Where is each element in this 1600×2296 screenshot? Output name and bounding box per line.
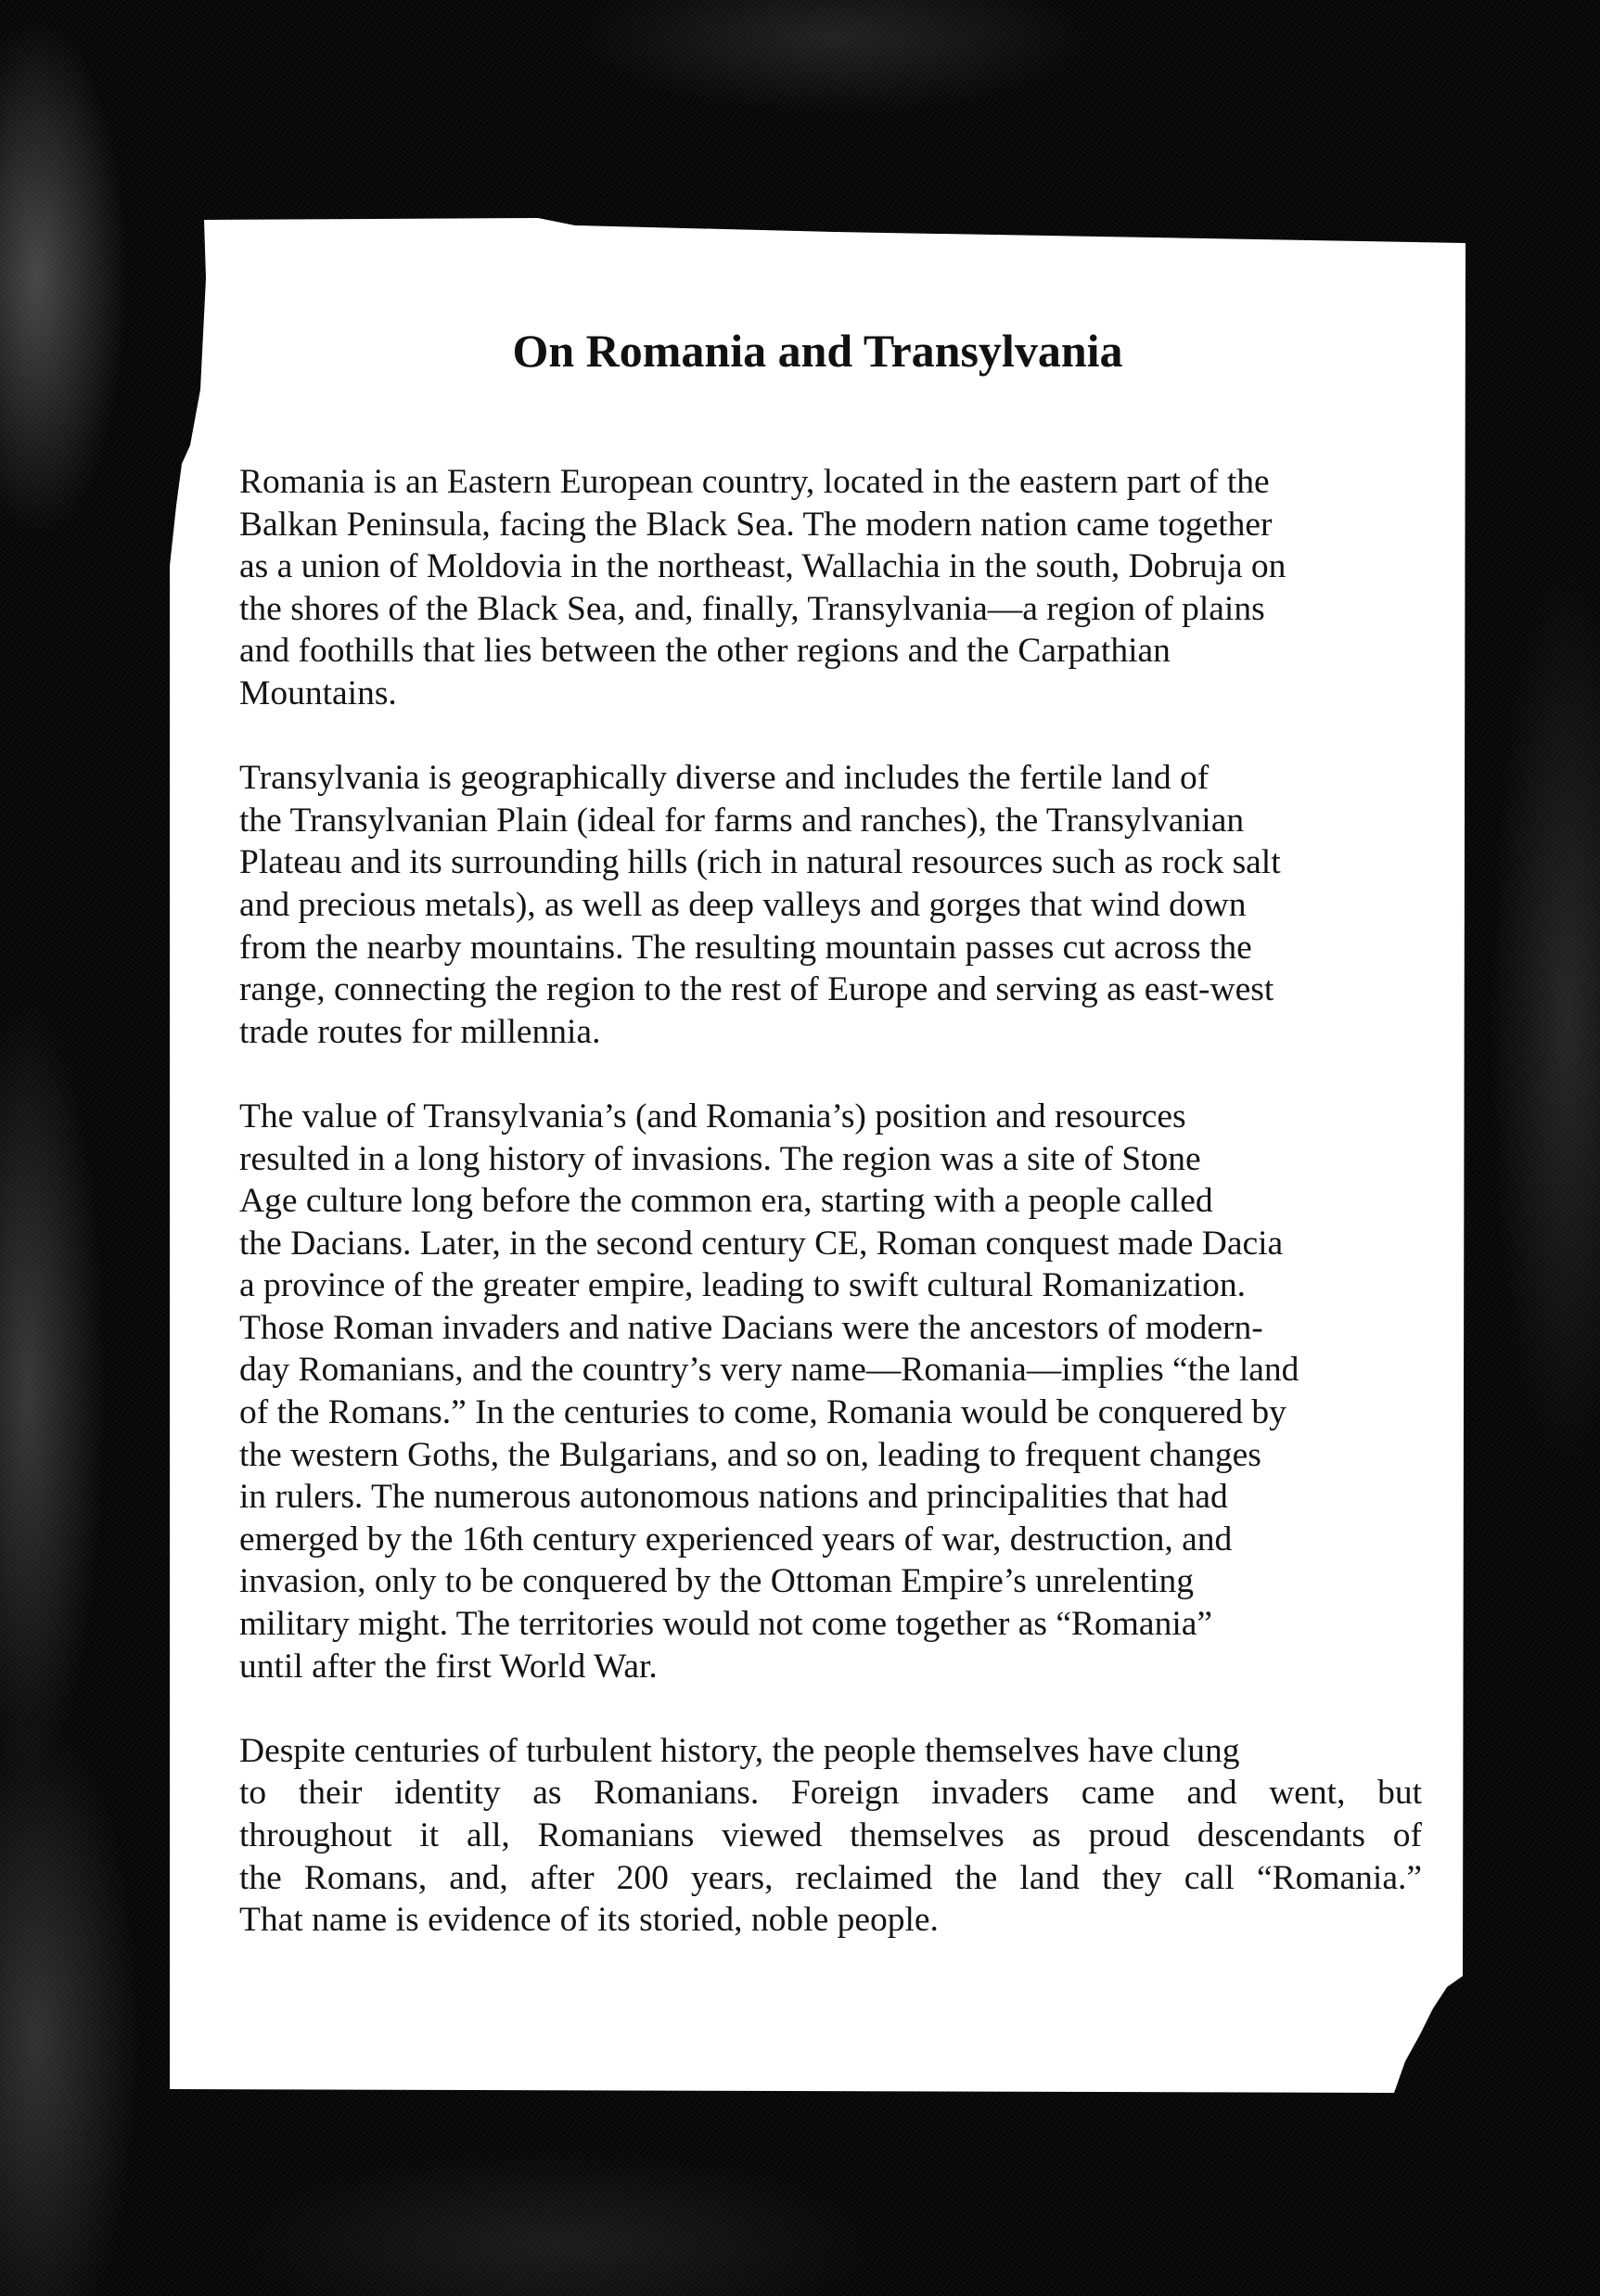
text-line: the western Goths, the Bulgarians, and so on, leading to frequent changes — [239, 1435, 1261, 1474]
text-line: Despite centuries of turbulent history, the people themselves have clung — [239, 1731, 1240, 1770]
text-line: the Dacians. Later, in the second century CE, Roman conquest made Dacia — [239, 1224, 1284, 1263]
text-line: the Romans, and, after 200 years, reclaimed the land they call “Romania.” — [239, 1858, 1422, 1897]
text-line: a province of the greater empire, leading to swift cultural Romanization. — [239, 1266, 1247, 1305]
text-line: throughout it all, Romanians viewed themselves as proud descendants of — [239, 1816, 1422, 1854]
text-line: day Romanians, and the country’s very name—Romania—implies “the land — [239, 1351, 1299, 1390]
text-line: emerged by the 16th century experienced years of war, destruction, and — [239, 1520, 1233, 1558]
text-line: Mountains. — [239, 673, 397, 712]
text-line: of the Romans.” In the centuries to come, Romania would be conquered by — [239, 1393, 1286, 1432]
text-line: from the nearby mountains. The resulting mountain passes cut across the — [239, 928, 1252, 967]
text-line: trade routes for millennia. — [239, 1012, 601, 1051]
text-line: in rulers. The numerous autonomous nations and principalities that had — [239, 1478, 1228, 1517]
text-line: Balkan Peninsula, facing the Black Sea. The modern nation came together — [239, 505, 1273, 544]
text-line: invasion, only to be conquered by the Ottoman Empire’s unrelenting — [239, 1562, 1194, 1601]
text-line: Plateau and its surrounding hills (rich in natural resources such as rock salt — [239, 843, 1281, 882]
document-body — [239, 461, 1422, 1983]
text-line: range, connecting the region to the rest of Europe and serving as east-west — [239, 970, 1274, 1009]
text-line: That name is evidence of its storied, noble people. — [239, 1901, 939, 1940]
text-line: resulted in a long history of invasions. The region was a site of Stone — [239, 1139, 1201, 1178]
text-line: as a union of Moldovia in the northeast, Wallachia in the south, Dobruja on — [239, 547, 1286, 586]
text-line: Transylvania is geographically diverse and includes the fertile land of — [239, 759, 1210, 798]
paragraph-1 — [239, 461, 1422, 715]
paragraph-2 — [239, 757, 1422, 1053]
paragraph-3 — [239, 1096, 1422, 1687]
text-line: and foothills that lies between the other regions and the Carpathian — [239, 632, 1171, 671]
text-line: and precious metals), as well as deep valleys and gorges that wind down — [239, 885, 1247, 924]
text-line: the shores of the Black Sea, and, finally, Transylvania—a region of plains — [239, 589, 1265, 628]
text-line: Romania is an Eastern European country, located in the eastern part of the — [239, 463, 1270, 501]
text-line: to their identity as Romanians. Foreign invaders came and went, but — [239, 1774, 1422, 1813]
page-title: On Romania and Transylvania — [512, 325, 1123, 377]
text-line: military might. The territories would not come together as “Romania” — [239, 1605, 1213, 1644]
text-line: Age culture long before the common era, starting with a people called — [239, 1182, 1213, 1221]
text-line: The value of Transylvania’s (and Romania’s) position and resources — [239, 1097, 1186, 1135]
paragraph-4 — [239, 1730, 1422, 1942]
text-line: Those Roman invaders and native Dacians were the ancestors of modern- — [239, 1308, 1263, 1347]
text-line: until after the first World War. — [239, 1647, 658, 1686]
text-line: the Transylvanian Plain (ideal for farms and ranches), the Transylvanian — [239, 801, 1245, 840]
